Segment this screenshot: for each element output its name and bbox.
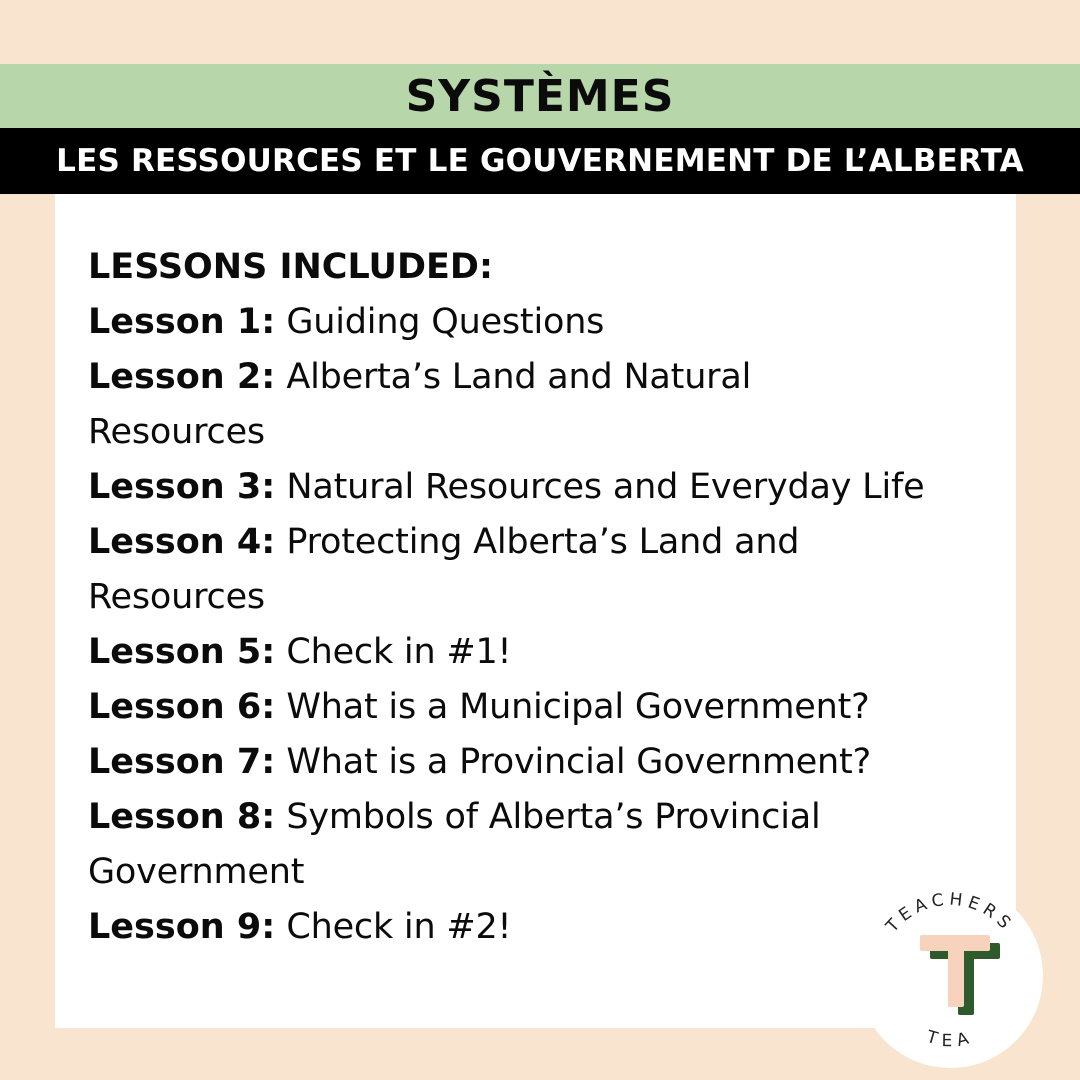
page-subtitle: LES RESSOURCES ET LE GOUVERNEMENT DE L’ALBERTA: [56, 143, 1024, 179]
lesson-item: [88, 295, 998, 350]
lesson-title: What is a Municipal Government?: [286, 687, 870, 727]
logo-top-text: TEACHERS: [882, 889, 1018, 937]
teachers-tea-logo-icon: [858, 883, 1043, 1068]
subtitle-band: [0, 128, 1080, 194]
teachers-tea-logo: [858, 883, 1043, 1068]
lesson-title: Check in #2!: [286, 907, 512, 947]
lesson-number: Lesson 1:: [88, 302, 276, 342]
lesson-number: Lesson 9:: [88, 907, 276, 947]
lesson-number: Lesson 8:: [88, 797, 276, 837]
logo-bottom-text: TEA: [924, 1026, 977, 1052]
lesson-title: Natural Resources and Everyday Life: [286, 467, 925, 507]
lesson-list: [88, 240, 998, 955]
lesson-title: Alberta’s Land and Natural Resources: [88, 357, 752, 452]
lesson-title: Guiding Questions: [286, 302, 605, 342]
lesson-item: [88, 680, 998, 735]
lesson-title: Check in #1!: [286, 632, 512, 672]
lesson-number: Lesson 3:: [88, 467, 276, 507]
lesson-item: [88, 515, 998, 625]
lesson-item: [88, 735, 998, 790]
lesson-number: Lesson 5:: [88, 632, 276, 672]
lesson-item: [88, 350, 998, 460]
lesson-item: [88, 625, 998, 680]
lesson-item: [88, 460, 998, 515]
lesson-number: Lesson 6:: [88, 687, 276, 727]
page-title: SYSTÈMES: [405, 70, 675, 122]
title-band: [0, 64, 1080, 128]
lessons-heading: LESSONS INCLUDED:: [88, 247, 493, 287]
logo-letter-front-stem: [948, 935, 964, 1007]
lesson-number: Lesson 2:: [88, 357, 276, 397]
lesson-number: Lesson 4:: [88, 522, 276, 562]
lesson-title: Protecting Alberta’s Land and Resources: [88, 522, 800, 617]
lesson-title: What is a Provincial Government?: [286, 742, 871, 782]
lesson-title: Symbols of Alberta’s Provincial Government: [88, 797, 821, 892]
lesson-number: Lesson 7:: [88, 742, 276, 782]
